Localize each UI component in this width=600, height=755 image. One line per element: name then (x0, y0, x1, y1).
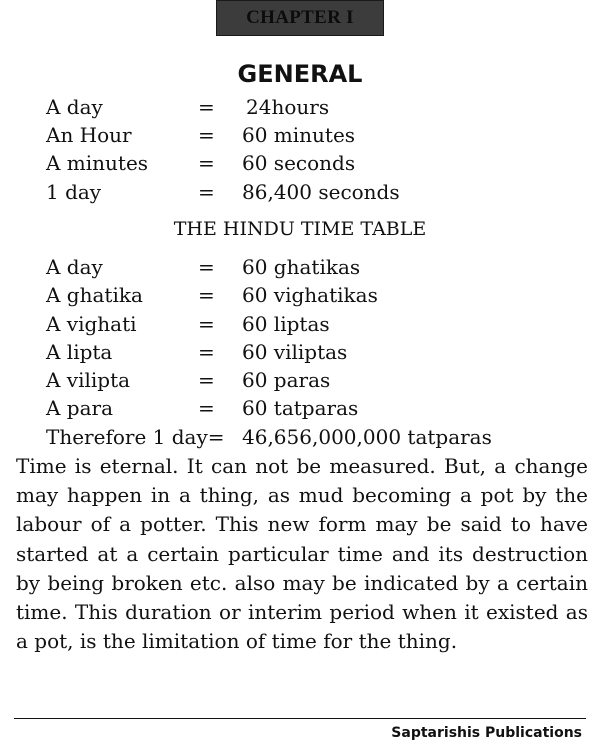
equals-sign: = (198, 95, 215, 119)
value: 24hours (246, 95, 330, 119)
term: A day (46, 95, 103, 119)
equals-sign: = (198, 368, 215, 392)
equals-sign: = (198, 123, 215, 147)
value: 60 minutes (242, 123, 356, 147)
equals-sign: = (198, 340, 215, 364)
therefore-line (46, 423, 492, 451)
term: A ghatika (46, 283, 143, 307)
equals-sign: = (198, 151, 215, 175)
equals-sign: = (198, 283, 215, 307)
term: A vilipta (46, 368, 131, 392)
value: 60 paras (242, 368, 331, 392)
hindu-row (0, 253, 600, 281)
term: A minutes (46, 151, 149, 175)
equals-sign: = (198, 255, 215, 279)
general-row (0, 93, 600, 121)
footer-divider (14, 718, 586, 719)
term: An Hour (46, 123, 132, 147)
hindu-row (0, 310, 600, 338)
value: 60 tatparas (242, 396, 359, 420)
general-row (0, 121, 600, 149)
value: 60 vighatikas (242, 283, 378, 307)
value: 60 seconds (242, 151, 356, 175)
hindu-row (0, 338, 600, 366)
general-row (0, 178, 600, 206)
therefore-label: Therefore 1 day= (46, 425, 225, 449)
body-paragraph: Time is eternal. It can not be measured. But, a change may happen in a thing, as mud becoming a pot by the labour of a potter. This new form may be said to have started at a certain particular time and its destruction by being broken etc. also may be indicated by a certain time. This duration or interim period when it existed as a pot, is the limitation of time for the thing. (16, 454, 588, 654)
hindu-row (0, 366, 600, 394)
term: A vighati (46, 312, 137, 336)
publisher-name: Saptarishis Publications (391, 725, 582, 741)
section-subtitle: THE HINDU TIME TABLE (173, 218, 427, 240)
therefore-value: 46,656,000,000 tatparas (242, 425, 492, 449)
term: A lipta (46, 340, 113, 364)
chapter-label: CHAPTER I (246, 7, 354, 28)
general-row (0, 149, 600, 177)
term: 1 day (46, 180, 102, 204)
term: A para (46, 396, 114, 420)
section-title: GENERAL (237, 60, 363, 88)
value: 60 liptas (242, 312, 330, 336)
equals-sign: = (198, 312, 215, 336)
hindu-row (0, 281, 600, 309)
equals-sign: = (198, 180, 215, 204)
value: 86,400 seconds (242, 180, 400, 204)
hindu-row (0, 394, 600, 422)
term: A day (46, 255, 103, 279)
value: 60 ghatikas (242, 255, 361, 279)
equals-sign: = (198, 396, 215, 420)
value: 60 viliptas (242, 340, 348, 364)
chapter-banner (216, 0, 384, 36)
